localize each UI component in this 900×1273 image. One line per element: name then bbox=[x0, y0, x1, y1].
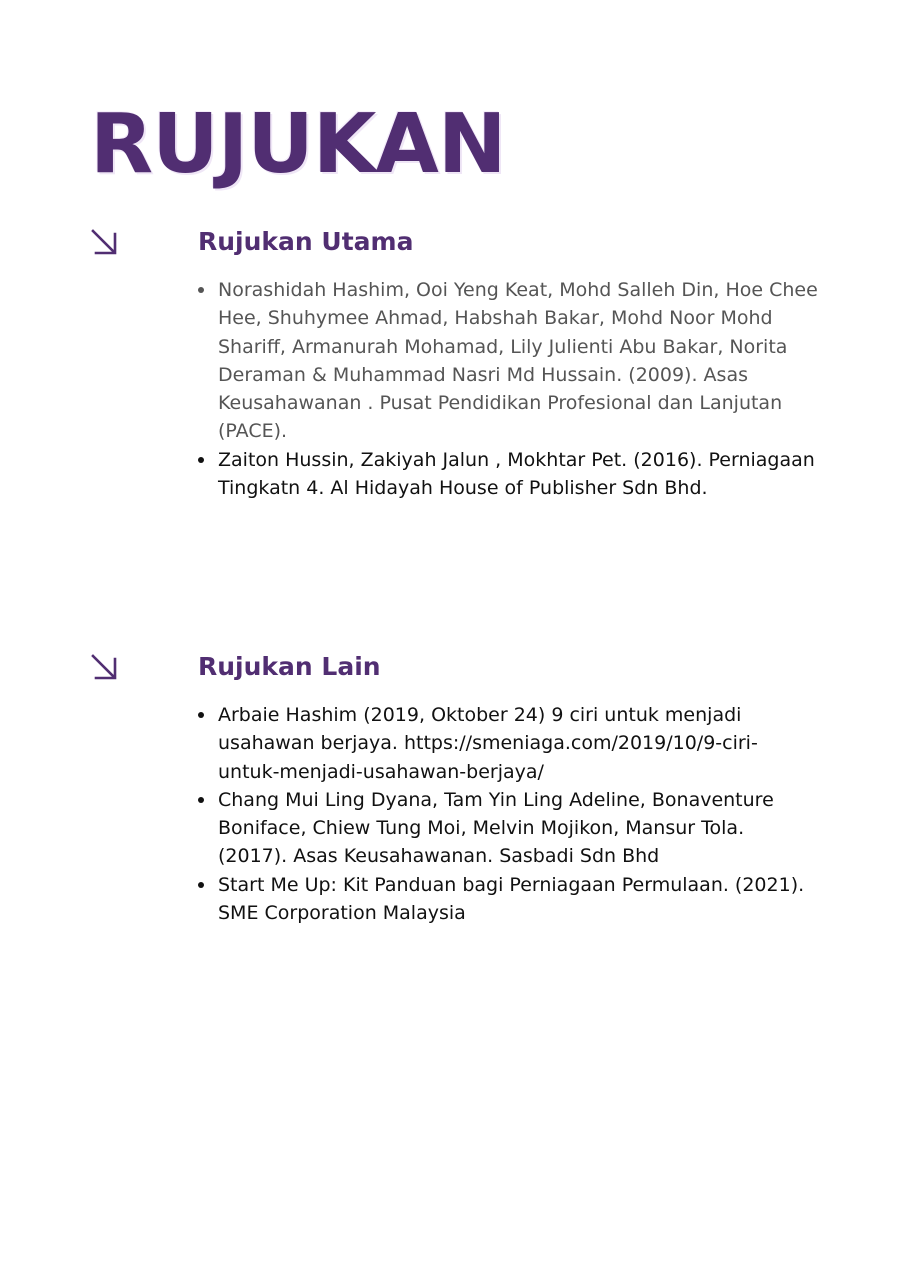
reference-list bbox=[198, 276, 818, 502]
reference-item: Arbaie Hashim (2019, Oktober 24) 9 ciri untuk menjadi usahawan berjaya. https://smeniaga.com/2019/10/9-ciri-untuk-menjadi-usahawan-berjaya/ bbox=[218, 701, 818, 786]
reference-item: Zaiton Hussin, Zakiyah Jalun , Mokhtar Pet. (2016). Perniagaan Tingkatn 4. Al Hidayah House of Publisher Sdn Bhd. bbox=[218, 446, 818, 503]
reference-item: Norashidah Hashim, Ooi Yeng Keat, Mohd Salleh Din, Hoe Chee Hee, Shuhymee Ahmad, Habshah Bakar, Mohd Noor Mohd Shariff, Armanurah Mohamad, Lily Julienti Abu Bakar, Norita Deraman & Muhammad Nasri Md Hussain. (2009). Asas Keusahawanan . Pusat Pendidikan Profesional dan Lanjutan (PACE). bbox=[218, 276, 818, 446]
reference-item: Start Me Up: Kit Panduan bagi Perniagaan Permulaan. (2021). SME Corporation Malaysia bbox=[218, 871, 818, 928]
page-title: RUJUKAN bbox=[90, 97, 506, 192]
reference-list bbox=[198, 701, 818, 927]
arrow-down-right-icon bbox=[88, 651, 120, 683]
arrow-down-right-icon bbox=[88, 226, 120, 258]
reference-item: Chang Mui Ling Dyana, Tam Yin Ling Adeline, Bonaventure Boniface, Chiew Tung Moi, Melvin Mojikon, Mansur Tola. (2017). Asas Keusahawanan. Sasbadi Sdn Bhd bbox=[218, 786, 818, 871]
section-heading: Rujukan Utama bbox=[198, 227, 414, 256]
section-heading: Rujukan Lain bbox=[198, 652, 381, 681]
